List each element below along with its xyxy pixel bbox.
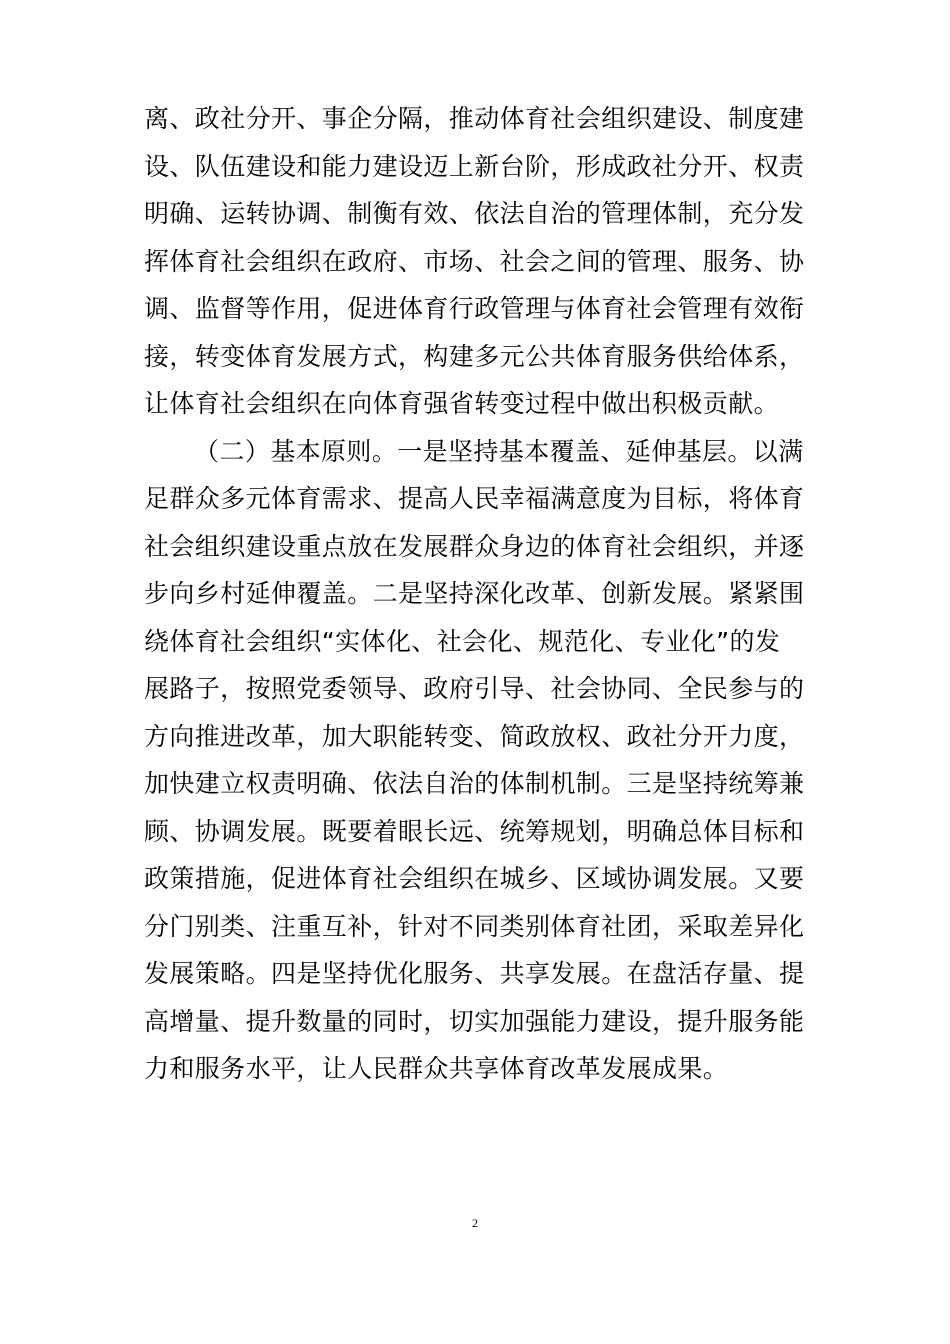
text-line: 明确、运转协调、制衡有效、依法自治的管理体制，充分发 — [144, 199, 805, 228]
text-line: 分门别类、注重互补，针对不同类别体育社团，采取差异化 — [144, 911, 805, 941]
text-line: 方向推进改革，加大职能转变、简政放权、政社分开力度， — [144, 721, 805, 751]
text-line: 调、监督等作用，促进体育行政管理与体育社会管理有效衔 — [144, 294, 805, 323]
text-line: 发展策略。四是坚持优化服务、共享发展。在盘活存量、提 — [144, 959, 805, 988]
text-line: 绕体育社会组织“实体化、社会化、规范化、专业化”的发 — [144, 626, 781, 656]
text-line: 高增量、提升数量的同时，切实加强能力建设，提升服务能 — [144, 1006, 805, 1036]
document-body — [144, 95, 812, 1093]
section-heading-line: （二）基本原则。一是坚持基本覆盖、延伸基层。以满 — [194, 436, 804, 466]
text-line: 足群众多元体育需求、提高人民幸福满意度为目标，将体育 — [144, 484, 805, 513]
text-line: 让体育社会组织在向体育强省转变过程中做出积极贡献。 — [144, 389, 780, 418]
text-line: 挥体育社会组织在政府、市场、社会之间的管理、服务、协 — [144, 246, 805, 276]
text-line: 展路子，按照党委领导、政府引导、社会协同、全民参与的 — [144, 674, 805, 703]
text-line: 力和服务水平，让人民群众共享体育改革发展成果。 — [144, 1054, 729, 1083]
text-line: 社会组织建设重点放在发展群众身边的体育社会组织，并逐 — [144, 531, 805, 561]
text-line: 顾、协调发展。既要着眼长远、统筹规划，明确总体目标和 — [144, 816, 805, 846]
text-line: 离、政社分开、事企分隔，推动体育社会组织建设、制度建 — [144, 104, 805, 133]
text-line: 加快建立权责明确、依法自治的体制机制。三是坚持统筹兼 — [144, 769, 805, 798]
text-line: 设、队伍建设和能力建设迈上新台阶，形成政社分开、权责 — [144, 151, 805, 181]
text-line: 接，转变体育发展方式，构建多元公共体育服务供给体系， — [144, 341, 805, 371]
text-line: 政策措施，促进体育社会组织在城乡、区域协调发展。又要 — [144, 864, 805, 893]
page-number: 2 — [472, 1216, 478, 1230]
text-line: 步向乡村延伸覆盖。二是坚持深化改革、创新发展。紧紧围 — [144, 579, 805, 608]
paragraph-basic-principles — [144, 428, 812, 1093]
paragraph-continuation — [144, 95, 812, 428]
